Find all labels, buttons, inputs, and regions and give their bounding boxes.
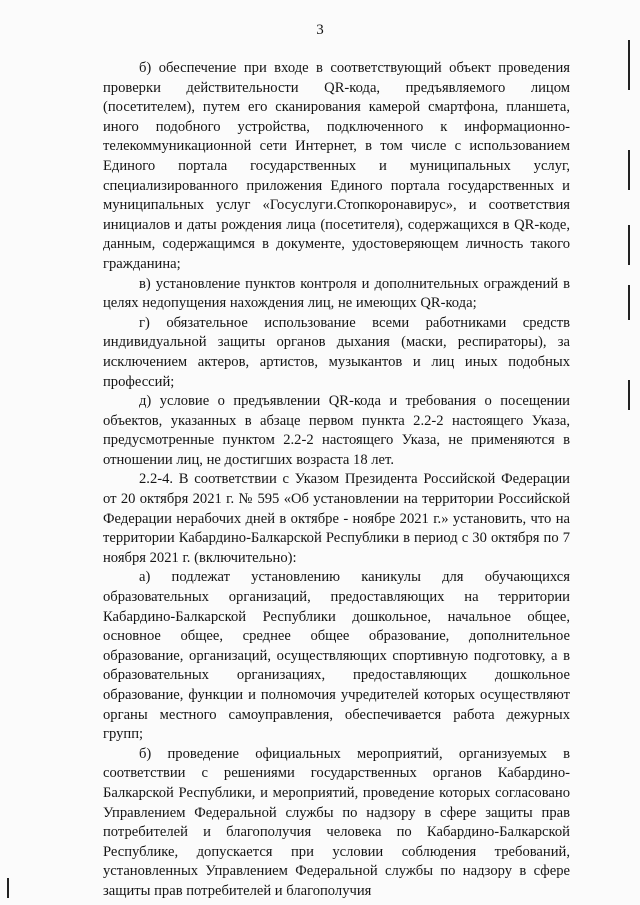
page-number: 3: [316, 22, 324, 38]
scan-mark-right-3: [628, 225, 630, 265]
paragraph-v-checkpoints: в) установление пунктов контроля и дополнительных ограждений в целях недопущения нахождения лиц, не имеющих QR-кода;: [103, 275, 570, 312]
paragraph-2-2-4: 2.2-4. В соответствии с Указом Президента Российской Федерации от 20 октября 2021 г. № 595 «Об установлении на территории Российской Федерации нерабочих дней в октябре - ноябре 2021 г.» установить, что на территории Кабардино-Балкарской Республики в период с 30 октября по 7 ноября 2021 г. (включительно):: [103, 471, 570, 566]
paragraph-d-age-exemption: д) условие о предъявлении QR-кода и требования о посещении объектов, указанных в абзаце первом пункта 2.2-2 настоящего Указа, предусмотренные пунктом 2.2-2 настоящего Указа, не применяются в отношении лиц, не достигших возраста 18 лет.: [103, 393, 570, 468]
paragraph-a-holidays: а) подлежат установлению каникулы для обучающихся образовательных организаций, предоставляющих на территории Кабардино-Балкарской Республики дошкольное, начальное общее, основное общее, среднее общее образование, дополнительное образование, организаций, осуществляющих спортивную подготовку, а в образовательных организациях, предоставляющих дошкольное образование, функции и полномочия учредителей которых осуществляют органы местного самоуправления, обеспечивается работа дежурных групп;: [103, 569, 570, 743]
document-body: [103, 59, 570, 902]
scan-mark-right-5: [628, 380, 630, 410]
paragraph-b-qr-check: б) обеспечение при входе в соответствующий объект проведения проверки действительности QR-кода, предъявляемого лицом (посетителем), путем его сканирования камерой смартфона, планшета, иного подобного устройства, подключенного к информационно-телекоммуникационной сети Интернет, в том числе с использованием Единого портала государственных и муниципальных услуг, специализированного приложения Единого портала государственных и муниципальных услуг «Госуслуги.Стопкоронавирус», и соответствия инициалов и даты рождения лица (посетителя), содержащихся в QR-коде, данным, содержащимся в документе, удостоверяющем личность такого гражданина;: [103, 60, 570, 272]
scan-mark-left-bottom: [7, 878, 9, 898]
scan-mark-right-1: [628, 40, 630, 90]
scan-mark-right-2: [628, 150, 630, 190]
scan-mark-right-4: [628, 285, 630, 320]
paragraph-g-masks: г) обязательное использование всеми работниками средств индивидуальной защиты органов дыхания (маски, респираторы), за исключением актеров, артистов, музыкантов и лиц иных подобных профессий;: [103, 314, 570, 390]
paragraph-b-events: б) проведение официальных мероприятий, организуемых в соответствии с решениями государственных органов Кабардино-Балкарской Республики, и мероприятий, проведение которых согласовано Управлением Федеральной службы по надзору в сфере защиты прав потребителей и благополучия человека по Кабардино-Балкарской Республике, допускается при условии соблюдения требований, установленных Управлением Федеральной службы по надзору в сфере защиты прав потребителей и благополучия: [103, 745, 570, 899]
